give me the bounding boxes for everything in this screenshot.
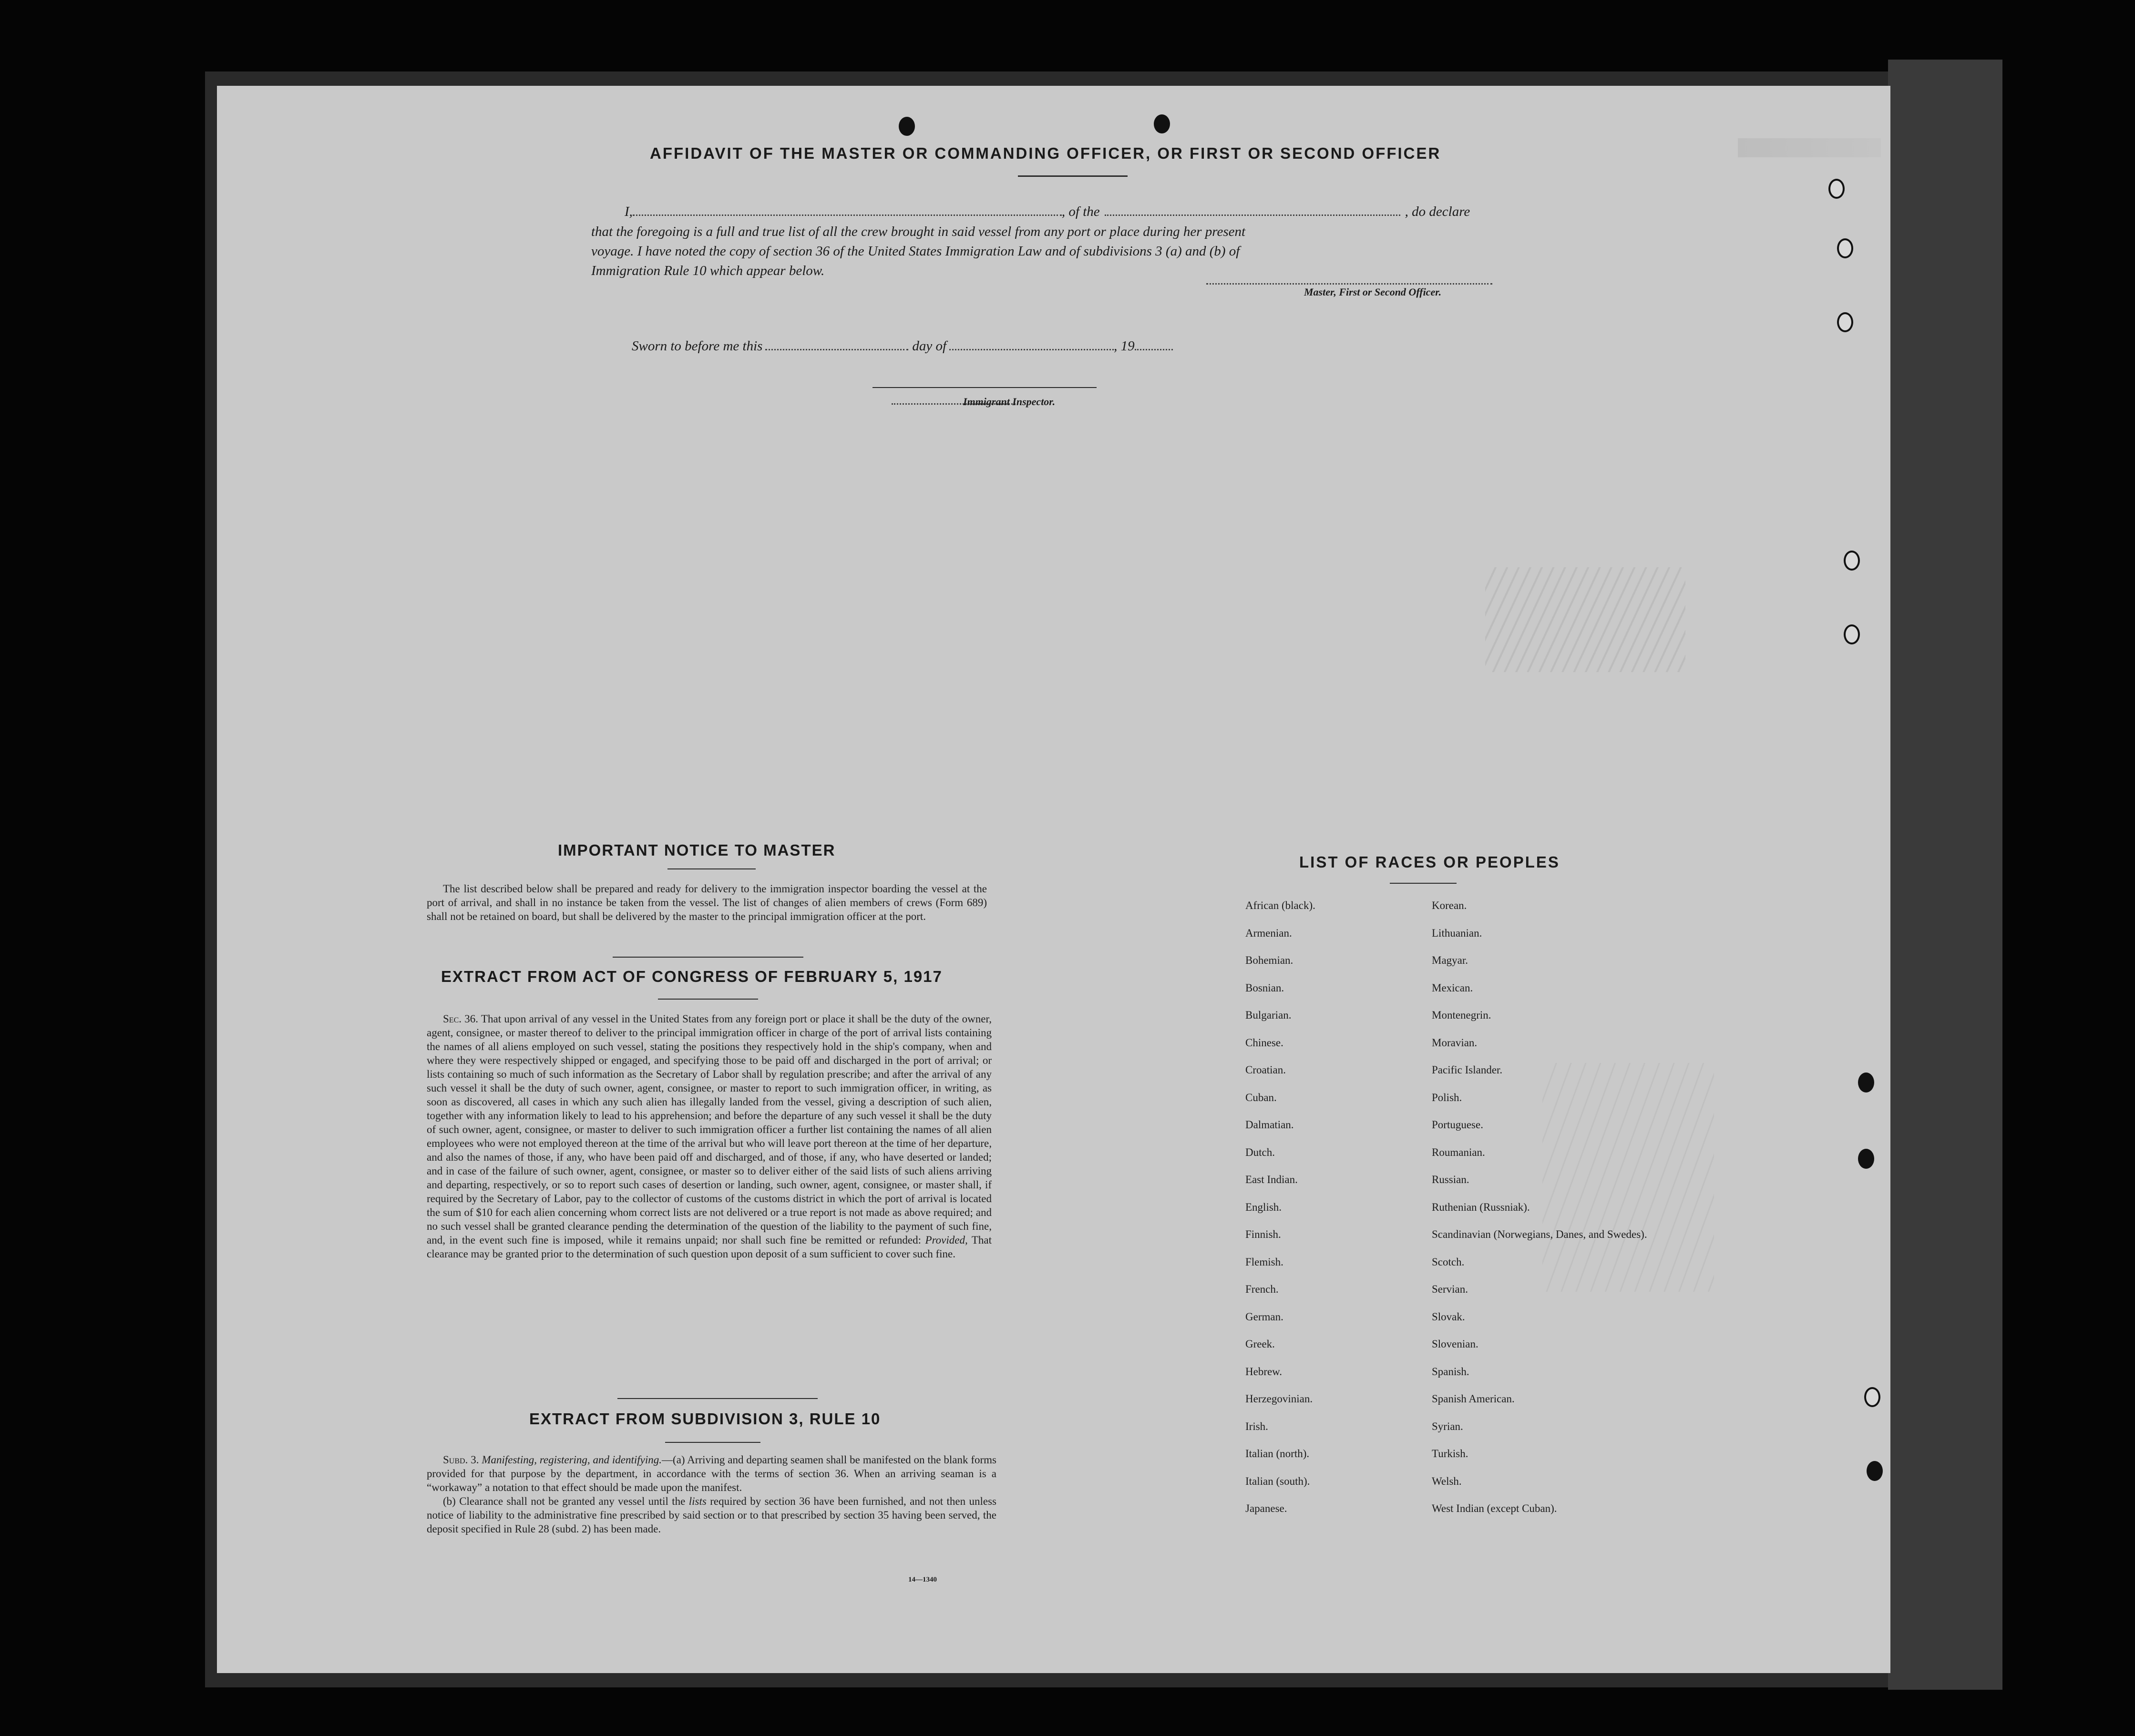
race-item: East Indian.	[1245, 1174, 1298, 1185]
rule-extract-text	[427, 1453, 996, 1536]
races-left-column	[1245, 899, 1427, 1530]
act-paragraph	[427, 1012, 992, 1261]
race-item: Moravian.	[1432, 1036, 1478, 1049]
punch-hole-3	[1837, 312, 1853, 332]
subd-para-a: —(a) Arriving and departing seamen shall be manifested on the blank forms provided for that purpose by the department, in accordance with the terms of section 36. When an arriving seaman is a “workaway” a notation to that effect should be made upon the manifest.	[427, 1454, 996, 1493]
race-item: Montenegrin.	[1432, 1009, 1491, 1021]
punch-hole-top-right	[1154, 114, 1170, 133]
race-item: Pacific Islander.	[1432, 1064, 1503, 1076]
para-b-rest: required by section 36 have been furnished, and not then unless notice of liability to the administrative fine prescribed by said section or to that prescribed by section 35 having been served, the deposit specified in Rule 28 (subd. 2) has been made.	[427, 1495, 996, 1535]
race-item: Portuguese.	[1432, 1119, 1483, 1131]
act-extract-title: EXTRACT FROM ACT OF CONGRESS OF FEBRUARY 5, 1917	[441, 968, 943, 985]
sworn-year-field[interactable]	[1135, 346, 1173, 350]
punch-hole-8	[1864, 1387, 1880, 1407]
race-item: Flemish.	[1245, 1256, 1283, 1268]
punch-hole-4	[1844, 551, 1860, 571]
race-item: Mexican.	[1432, 981, 1473, 994]
punch-hole-9	[1867, 1461, 1883, 1481]
master-signature-field[interactable]	[1206, 280, 1492, 285]
para-b-lists: lists	[688, 1495, 707, 1507]
act-extract-text	[427, 1012, 992, 1261]
race-item: Irish.	[1245, 1420, 1268, 1432]
affidavit-declare-label: , do declare	[1405, 204, 1470, 219]
race-item: Spanish American.	[1432, 1393, 1515, 1405]
rule-para-a	[427, 1453, 996, 1494]
race-item: African (black).	[1245, 899, 1315, 911]
affidavit-title: AFFIDAVIT OF THE MASTER OR COMMANDING OFFICER, OR FIRST OR SECOND OFFICER	[650, 144, 1441, 162]
affidavit-title-underline	[1018, 175, 1128, 177]
sworn-month-field[interactable]	[949, 346, 1114, 350]
punch-hole-7	[1858, 1149, 1874, 1169]
bleed-through-header	[1738, 138, 1881, 157]
race-item: Finnish.	[1245, 1228, 1281, 1240]
subd-heading: Manifesting, registering, and identifying.	[482, 1454, 662, 1466]
affidavit-of-the-label: , of the	[1061, 204, 1100, 219]
affidavit-line-1	[625, 204, 1470, 220]
notice-paragraph: The list described below shall be prepared and ready for delivery to the immigration inspector boarding the vessel at the port of arrival, and shall in no instance be taken from the vessel. The list of changes of alien members of crews (Form 689) shall not be retained on board, but shall be delivered by the master to the principal immigration officer at the port.	[427, 883, 987, 922]
notice-title-underline	[667, 868, 756, 869]
sec-label: Sec. 36.	[443, 1013, 479, 1025]
race-item: English.	[1245, 1201, 1282, 1213]
form-code: 14—1340	[908, 1576, 937, 1583]
race-item: Italian (north).	[1245, 1448, 1310, 1460]
race-item: Armenian.	[1245, 927, 1292, 939]
affidavit-line-4: Immigration Rule 10 which appear below.	[591, 263, 825, 278]
race-item: Ruthenian (Russniak).	[1432, 1201, 1530, 1213]
race-item: Russian.	[1432, 1174, 1469, 1185]
race-item: Hebrew.	[1245, 1365, 1283, 1378]
sworn-day-of: day of	[912, 338, 947, 354]
race-item: Herzegovinian.	[1245, 1393, 1313, 1405]
inspector-label: Immigrant Inspector.	[963, 396, 1056, 408]
bleed-through-mark	[1485, 567, 1685, 672]
para-b-prefix: (b) Clearance shall not be granted any vessel until the	[443, 1495, 686, 1507]
punch-hole-1	[1828, 179, 1845, 199]
race-item: French.	[1245, 1283, 1279, 1295]
race-item: Italian (south).	[1245, 1475, 1310, 1487]
subd-label: Subd. 3.	[443, 1454, 479, 1466]
race-item: Slovak.	[1432, 1310, 1465, 1323]
races-right-column	[1432, 899, 1647, 1530]
race-item: Cuban.	[1245, 1091, 1277, 1103]
name-field[interactable]	[633, 212, 1062, 216]
document-page	[217, 86, 1890, 1673]
sworn-prefix: Sworn to before me this	[632, 338, 763, 354]
race-item: Scotch.	[1432, 1256, 1465, 1268]
race-item: Welsh.	[1432, 1475, 1462, 1487]
race-item: Roumanian.	[1432, 1146, 1485, 1158]
sworn-day-field[interactable]	[765, 346, 908, 350]
race-item: Dalmatian.	[1245, 1119, 1294, 1131]
race-item: German.	[1245, 1310, 1283, 1323]
sec-36-text: That upon arrival of any vessel in the United States from any foreign port or place it shall be the duty of the owner, agent, consignee, or master thereof to deliver to the principal immigration officer in charge of the port of arrival lists containing the names of all aliens employed on such vessel, stating the positions they respectively hold in the ship's company, when and where they were respectively shipped or engaged, and specifying those to be paid off and discharged in the port of arrival; or lists containing so much of such information as the Secretary of Labor shall by regulation prescribe; and after the arrival of any such vessel it shall be the duty of such owner, agent, consignee, or master to report to such immigration officer, in writing, as soon as discovered, all cases in which any such alien has illegally landed from the vessel, giving a description of such alien, together with any information likely to lead to his apprehension; and before the departure of any such vessel it shall be the duty of such owner, agent, consignee, or master to deliver to such immigration officer a further list containing the names of all alien employees who were not employed thereon at the time of the arrival but who will leave port thereon at the time of her departure, and also the names of those, if any, who have been paid off and discharged, and of those, if any, who have deserted or landed; and in case of the failure of such owner, agent, consignee, or master so to deliver either of the said lists of such aliens arriving and departing, respectively, or so to report such cases of desertion or landing, such owner, agent, consignee, or master shall, if required by the Secretary of Labor, pay to the collector of customs of the customs district in which the port of arrival is located the sum of $10 for each alien concerning whom correct lists are not delivered or a true report is not made as above required; and no such vessel shall be granted clearance pending the determination of the question of the liability to the payment of such fine, and, in the event such fine is imposed, while it remains unpaid; nor shall such fine be remitted or refunded:	[427, 1013, 992, 1246]
master-signature-label: Master, First or Second Officer.	[1304, 286, 1442, 298]
race-item: Slovenian.	[1432, 1338, 1478, 1350]
inspector-signature-field[interactable]	[872, 387, 1097, 388]
punch-hole-2	[1837, 238, 1853, 258]
race-item: Lithuanian.	[1432, 927, 1482, 939]
affidavit-i-label: I,	[625, 204, 633, 219]
race-item: Chinese.	[1245, 1036, 1283, 1049]
sworn-year: , 19	[1114, 338, 1135, 354]
race-item: Bulgarian.	[1245, 1009, 1292, 1021]
race-item: Korean.	[1432, 899, 1467, 911]
punch-hole-top-left	[899, 117, 915, 136]
race-item: Scandinavian (Norwegians, Danes, and Swedes).	[1432, 1228, 1647, 1240]
sec-36-text-end: That clearance may be granted prior to the determination of such question upon deposit of a sum sufficient to cover such fine.	[427, 1234, 992, 1260]
race-item: Dutch.	[1245, 1146, 1275, 1158]
act-title-underline	[658, 999, 758, 1000]
race-item: Servian.	[1432, 1283, 1468, 1295]
race-item: Syrian.	[1432, 1420, 1463, 1432]
affidavit-line-3: voyage. I have noted the copy of section 36 of the United States Immigration Law and of subdivisions 3 (a) and (b) of	[591, 244, 1240, 259]
race-item: West Indian (except Cuban).	[1432, 1502, 1557, 1514]
punch-hole-6	[1858, 1072, 1874, 1093]
race-item: Bohemian.	[1245, 954, 1293, 966]
binding-strip	[1888, 60, 2002, 1690]
punch-hole-5	[1844, 624, 1860, 644]
race-item: Polish.	[1432, 1091, 1462, 1103]
rule-para-b	[427, 1494, 996, 1536]
races-title-underline	[1390, 883, 1457, 884]
rule-title-underline	[665, 1442, 760, 1443]
race-item: Croatian.	[1245, 1064, 1286, 1076]
races-title: LIST OF RACES OR PEOPLES	[1299, 853, 1560, 871]
notice-title: IMPORTANT NOTICE TO MASTER	[558, 841, 836, 859]
race-item: Greek.	[1245, 1338, 1275, 1350]
vessel-field[interactable]	[1105, 212, 1400, 216]
race-item: Japanese.	[1245, 1502, 1287, 1514]
notice-separator	[613, 957, 803, 958]
race-item: Turkish.	[1432, 1448, 1468, 1460]
act-separator	[617, 1398, 818, 1399]
affidavit-line-2: that the foregoing is a full and true list of all the crew brought in said vessel from any port or place during her present	[591, 224, 1246, 239]
notice-text	[427, 882, 987, 923]
sworn-line	[632, 338, 1173, 354]
race-item: Bosnian.	[1245, 981, 1284, 994]
provided-label: Provided,	[925, 1234, 968, 1246]
race-item: Spanish.	[1432, 1365, 1469, 1378]
rule-extract-title: EXTRACT FROM SUBDIVISION 3, RULE 10	[529, 1410, 881, 1428]
race-item: Magyar.	[1432, 954, 1468, 966]
